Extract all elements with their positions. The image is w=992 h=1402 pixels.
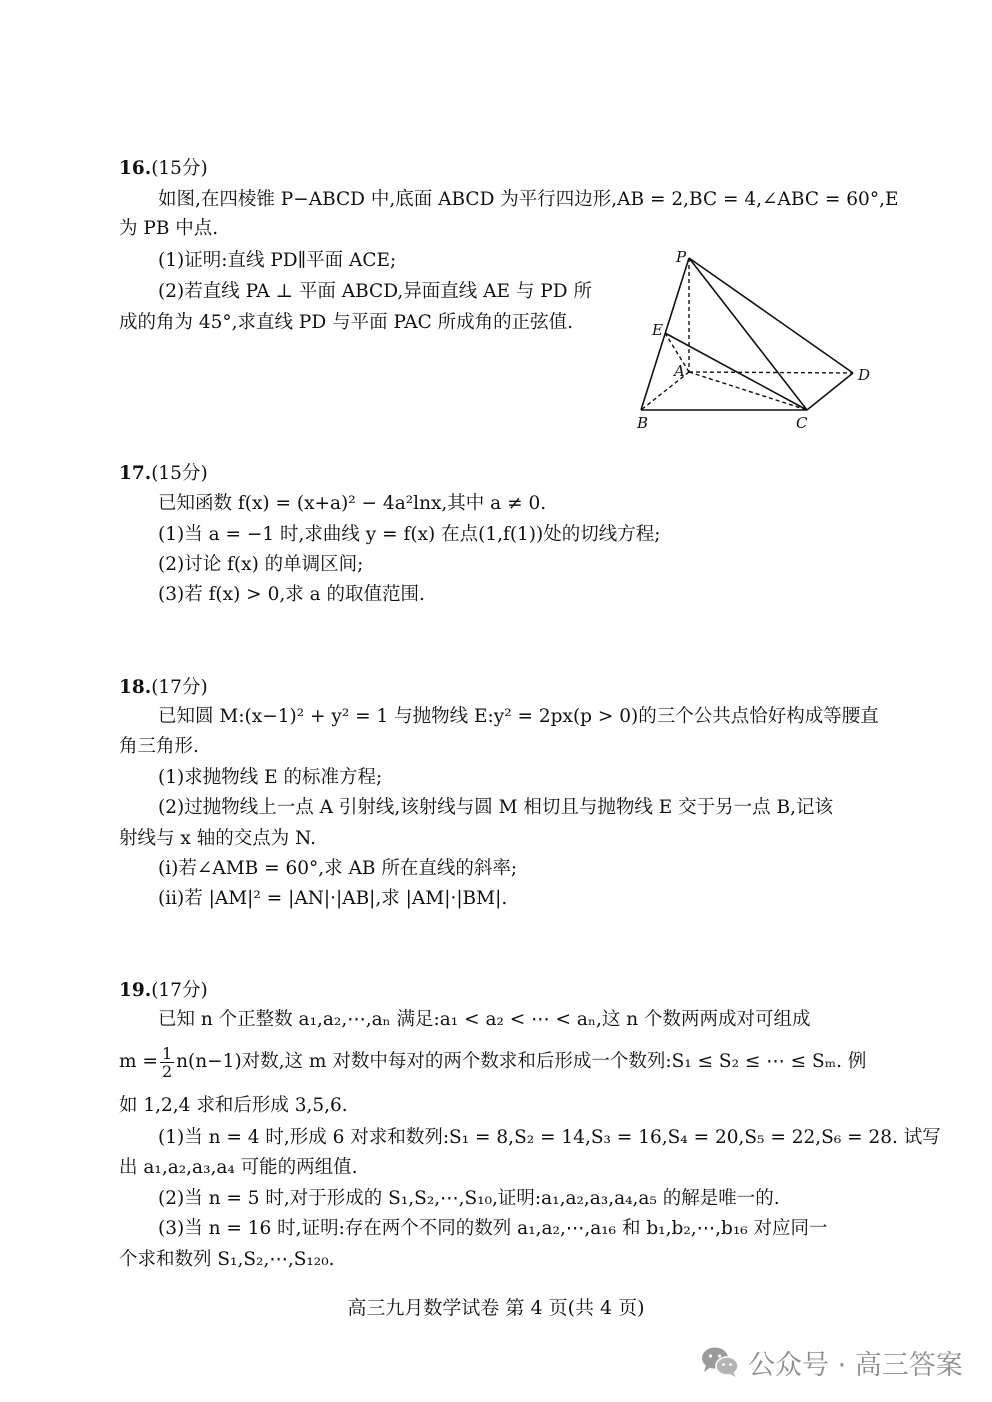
edge-AD <box>689 372 853 373</box>
q19-part-3-line-2: 个求和数列 S₁,S₂,⋯,S₁₂₀. <box>119 1249 335 1270</box>
q19-stem-3: 如 1,2,4 求和后形成 3,5,6. <box>119 1095 348 1116</box>
edge-PD <box>689 258 853 373</box>
fraction-one-half <box>160 1045 174 1080</box>
q17-part-1: (1)当 a = −1 时,求曲线 y = f(x) 在点(1,f(1))处的切线方程; <box>158 524 661 545</box>
label-E: E <box>652 321 663 339</box>
q18-stem-2: 角三角形. <box>119 736 199 757</box>
q16-stem-2: 为 PB 中点. <box>119 218 219 239</box>
label-P: P <box>676 248 687 266</box>
q18-heading <box>119 676 208 700</box>
label-D: D <box>858 366 871 384</box>
label-B: B <box>637 414 649 432</box>
edge-PC <box>689 258 807 410</box>
q18-stem-1: 已知圆 M:(x−1)² + y² = 1 与抛物线 E:y² = 2px(p > 0)的三个公共点恰好构成等腰直 <box>158 706 879 727</box>
label-A: A <box>674 362 685 380</box>
q19-part-1-line-1: (1)当 n = 4 时,形成 6 对求和数列:S₁ = 8,S₂ = 14,S₃ = 16,S₄ = 20,S₅ = 22,S₆ = 28. 试写 <box>158 1127 941 1148</box>
q16-part-2-line-2: 成的角为 45°,求直线 PD 与平面 PAC 所成角的正弦值. <box>119 312 574 333</box>
q18-number: 18. <box>119 677 152 698</box>
q19-number: 19. <box>119 980 152 1001</box>
q16-stem-1: 如图,在四棱锥 P−ABCD 中,底面 ABCD 为平行四边形,AB = 2,BC = 4,∠ABC = 60°,E <box>158 189 899 210</box>
fraction-denominator: 2 <box>161 1061 173 1081</box>
wechat-icon <box>700 1345 740 1379</box>
q19-part-3-line-1: (3)当 n = 16 时,证明:存在两个不同的数列 a₁,a₂,⋯,a₁₆ 和 b₁,b₂,⋯,b₁₆ 对应同一 <box>158 1218 828 1239</box>
q16-heading <box>119 157 208 181</box>
q19-stem-2-text: n(n−1)对数,这 m 对数中每对的两个数求和后形成一个数列:S₁ ≤ S₂ ≤ ⋯ ≤ Sₘ. 例 <box>176 1051 867 1072</box>
q18-part-2-line-2: 射线与 x 轴的交点为 N. <box>119 828 316 849</box>
pyramid-figure <box>625 243 880 433</box>
edge-CD <box>807 373 853 410</box>
q19-part-1-line-2: 出 a₁,a₂,a₃,a₄ 可能的两组值. <box>119 1157 358 1178</box>
q16-part-1: (1)证明:直线 PD∥平面 ACE; <box>158 250 397 271</box>
q19-stem-1: 已知 n 个正整数 a₁,a₂,⋯,aₙ 满足:a₁ < a₂ < ⋯ < aₙ,这 n 个数两两成对可组成 <box>158 1009 811 1030</box>
q18-points: (17分) <box>151 677 208 698</box>
page-footer: 高三九月数学试卷 第 4 页(共 4 页) <box>347 1297 645 1319</box>
q19-stem-2 <box>119 1042 866 1082</box>
q16-part-2-line-1: (2)若直线 PA ⊥ 平面 ABCD,异面直线 AE 与 PD 所 <box>158 281 592 302</box>
q18-part-1: (1)求抛物线 E 的标准方程; <box>158 767 383 788</box>
label-C: C <box>796 414 808 432</box>
q16-points: (15分) <box>151 158 208 179</box>
q17-part-2: (2)讨论 f(x) 的单调区间; <box>158 554 364 575</box>
q17-points: (15分) <box>151 463 208 484</box>
q19-points: (17分) <box>151 980 208 1001</box>
q18-part-2-ii: (ii)若 |AM|² = |AN|·|AB|,求 |AM|·|BM|. <box>158 888 508 909</box>
q19-m-prefix: m = <box>119 1051 158 1072</box>
q16-number: 16. <box>119 158 152 179</box>
q17-heading <box>119 462 208 486</box>
q17-number: 17. <box>119 463 152 484</box>
watermark <box>700 1345 963 1379</box>
q17-stem: 已知函数 f(x) = (x+a)² − 4a²lnx,其中 a ≠ 0. <box>158 493 547 514</box>
q18-part-2-i: (i)若∠AMB = 60°,求 AB 所在直线的斜率; <box>158 858 518 879</box>
segment-EC <box>665 333 807 410</box>
watermark-text: 公众号 · 高三答案 <box>748 1349 963 1381</box>
q17-part-3: (3)若 f(x) > 0,求 a 的取值范围. <box>158 584 425 605</box>
fraction-numerator: 1 <box>161 1043 173 1063</box>
q19-part-2: (2)当 n = 5 时,对于形成的 S₁,S₂,⋯,S₁₀,证明:a₁,a₂,a₃,a₄,a₅ 的解是唯一的. <box>158 1188 780 1209</box>
q19-heading <box>119 979 208 1003</box>
q18-part-2-line-1: (2)过抛物线上一点 A 引射线,该射线与圆 M 相切且与抛物线 E 交于另一点 B,记该 <box>158 797 834 818</box>
